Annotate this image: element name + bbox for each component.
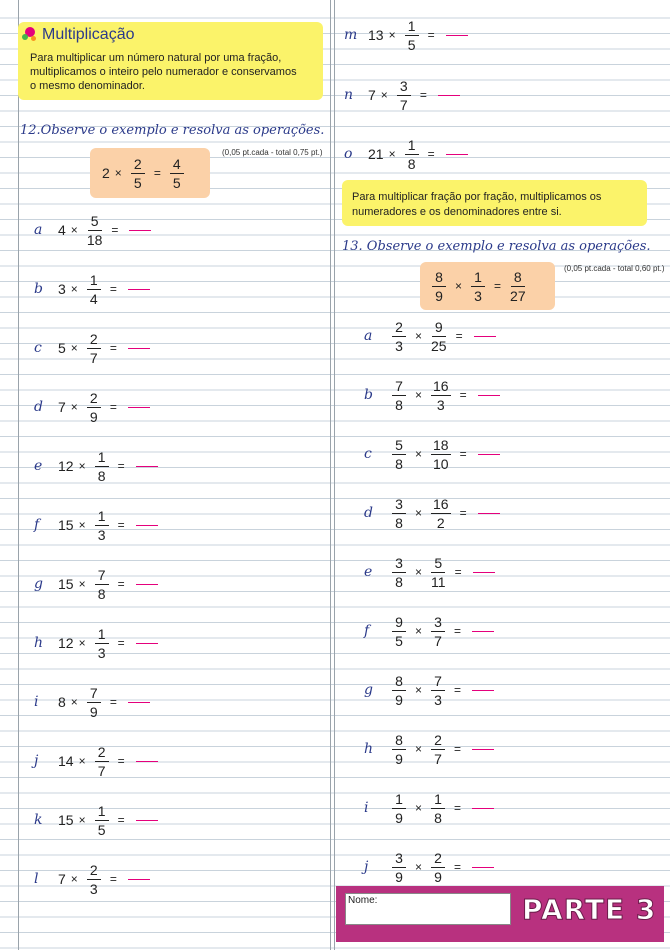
equals-sign: = xyxy=(153,166,161,180)
example-fraction-1 xyxy=(432,269,446,304)
denominator: 9 xyxy=(435,287,443,304)
numerator: 18 xyxy=(433,436,449,453)
answer-blank[interactable] xyxy=(136,466,158,467)
fraction-2 xyxy=(431,496,451,531)
denominator: 10 xyxy=(433,455,449,472)
answer-blank[interactable] xyxy=(128,702,150,703)
example-result xyxy=(510,269,526,304)
example-fraction-2 xyxy=(471,269,485,304)
equals-sign: = xyxy=(459,388,467,402)
denominator: 5 xyxy=(97,821,106,838)
whole-number: 21 xyxy=(368,146,384,162)
equals-sign: = xyxy=(117,577,125,591)
denominator: 5 xyxy=(407,36,416,53)
column-divider xyxy=(330,0,331,950)
times-sign: × xyxy=(415,683,423,697)
answer-blank[interactable] xyxy=(478,513,500,514)
times-sign: × xyxy=(380,88,388,102)
example-13 xyxy=(428,263,530,309)
equals-sign: = xyxy=(455,329,463,343)
times-sign: × xyxy=(78,754,86,768)
numerator: 3 xyxy=(392,496,406,514)
times-sign: × xyxy=(70,341,78,355)
answer-blank[interactable] xyxy=(128,289,150,290)
fraction xyxy=(397,78,411,113)
whole-number: 15 xyxy=(58,576,74,592)
denominator: 9 xyxy=(395,809,403,826)
answer-blank[interactable] xyxy=(472,749,494,750)
exercise-13-heading: 13. Observe o exemplo e resolva as operações. xyxy=(342,239,651,254)
answer-blank[interactable] xyxy=(136,820,158,821)
fraction xyxy=(87,862,101,897)
exercise-12-item xyxy=(344,131,468,177)
whole-number: 14 xyxy=(58,753,74,769)
equals-sign: = xyxy=(117,636,125,650)
section-title: Multiplicação xyxy=(42,26,135,43)
equals-sign: = xyxy=(117,459,125,473)
exercise-12-item xyxy=(34,679,150,725)
numerator: 2 xyxy=(87,331,101,349)
denominator: 8 xyxy=(395,455,403,472)
equals-sign: = xyxy=(427,147,435,161)
item-letter: i xyxy=(34,694,39,710)
fraction-1 xyxy=(392,319,406,354)
denominator: 8 xyxy=(395,514,403,531)
fraction-2 xyxy=(431,732,445,767)
rule-line-3: o mesmo denominador. xyxy=(30,80,145,92)
numerator: 16 xyxy=(433,495,449,512)
numerator: 1 xyxy=(431,791,445,809)
denominator: 11 xyxy=(431,573,446,590)
equals-sign: = xyxy=(454,565,462,579)
item-letter: b xyxy=(34,281,43,297)
fraction-2 xyxy=(431,555,446,590)
numerator: 2 xyxy=(87,390,101,408)
equals-sign: = xyxy=(109,282,117,296)
numerator: 4 xyxy=(170,156,184,174)
numerator: 2 xyxy=(431,850,445,868)
answer-blank[interactable] xyxy=(472,690,494,691)
times-sign: × xyxy=(78,577,86,591)
exercise-12-item xyxy=(34,856,150,902)
times-sign: × xyxy=(415,742,423,756)
times-sign: × xyxy=(415,388,423,402)
column-divider-2 xyxy=(334,0,335,950)
denominator: 3 xyxy=(434,691,442,708)
exercise-12-item xyxy=(34,443,158,489)
fraction xyxy=(87,213,103,248)
answer-blank[interactable] xyxy=(136,584,158,585)
whole-number: 12 xyxy=(58,458,74,474)
equals-sign: = xyxy=(109,341,117,355)
denominator: 27 xyxy=(510,287,526,304)
item-letter: n xyxy=(344,87,354,103)
equals-sign: = xyxy=(454,860,462,874)
fraction xyxy=(87,390,101,425)
numerator: 8 xyxy=(392,732,406,750)
equals-sign: = xyxy=(109,695,117,709)
item-letter: a xyxy=(364,328,373,344)
exercise-13-item xyxy=(364,490,500,536)
times-sign: × xyxy=(114,166,122,180)
answer-blank[interactable] xyxy=(129,230,151,231)
times-sign: × xyxy=(415,624,423,638)
exercise-12-item xyxy=(34,502,158,548)
answer-blank[interactable] xyxy=(136,525,158,526)
numerator: 2 xyxy=(95,744,109,762)
fraction xyxy=(95,626,109,661)
fraction-2 xyxy=(431,378,451,413)
numerator: 1 xyxy=(392,791,406,809)
fraction xyxy=(405,137,419,172)
exercise-13-item xyxy=(364,726,494,772)
equals-sign: = xyxy=(454,801,462,815)
example-result xyxy=(170,156,184,191)
item-letter: k xyxy=(34,812,43,828)
denominator: 8 xyxy=(434,809,442,826)
exercise-12-item xyxy=(34,738,158,784)
answer-blank[interactable] xyxy=(472,631,494,632)
item-letter: j xyxy=(364,859,369,875)
whole-number: 7 xyxy=(368,87,376,103)
equals-sign: = xyxy=(459,506,467,520)
denominator: 7 xyxy=(399,96,408,113)
numerator: 1 xyxy=(405,137,419,155)
numerator: 2 xyxy=(131,156,145,174)
item-letter: l xyxy=(34,871,39,887)
numerator: 2 xyxy=(431,732,445,750)
whole-number: 5 xyxy=(58,340,66,356)
equals-sign: = xyxy=(459,447,467,461)
numerator: 1 xyxy=(95,626,109,644)
whole-number: 13 xyxy=(368,27,384,43)
denominator: 3 xyxy=(97,644,106,661)
times-sign: × xyxy=(415,447,423,461)
answer-blank[interactable] xyxy=(474,336,496,337)
answer-blank[interactable] xyxy=(128,879,150,880)
times-sign: × xyxy=(70,400,78,414)
denominator: 5 xyxy=(133,174,142,191)
exercise-12-item xyxy=(344,12,468,58)
answer-blank[interactable] xyxy=(446,35,468,36)
numerator: 3 xyxy=(397,78,411,96)
times-sign: × xyxy=(415,860,423,874)
denominator: 7 xyxy=(89,349,98,366)
exercise-12-item xyxy=(34,797,158,843)
answer-blank[interactable] xyxy=(478,454,500,455)
numerator: 7 xyxy=(95,567,109,585)
fraction-2 xyxy=(431,319,447,354)
denominator: 7 xyxy=(434,632,442,649)
denominator: 3 xyxy=(436,396,445,413)
fraction-1 xyxy=(392,673,406,708)
fraction xyxy=(95,508,109,543)
denominator: 25 xyxy=(431,337,447,354)
item-letter: h xyxy=(364,741,374,757)
numerator: 3 xyxy=(431,614,445,632)
fraction-1 xyxy=(392,378,406,413)
whole-number: 3 xyxy=(58,281,66,297)
denominator: 7 xyxy=(434,750,442,767)
denominator: 8 xyxy=(97,467,106,484)
denominator: 9 xyxy=(89,408,98,425)
denominator: 5 xyxy=(172,174,181,191)
exercise-13-score: (0,05 pt.cada - total 0,60 pt.) xyxy=(564,264,665,273)
equals-sign: = xyxy=(454,683,462,697)
fraction-1 xyxy=(392,732,406,767)
fraction-2 xyxy=(431,850,445,885)
numerator: 3 xyxy=(392,555,406,573)
denominator: 3 xyxy=(89,880,98,897)
left-margin-line xyxy=(18,0,19,950)
exercise-13-item xyxy=(364,549,495,595)
denominator: 9 xyxy=(89,703,98,720)
denominator: 3 xyxy=(474,287,482,304)
rule-line-2: multiplicamos o inteiro pelo numerador e conservamos xyxy=(30,66,297,78)
denominator: 9 xyxy=(434,868,442,885)
numerator: 2 xyxy=(87,862,101,880)
item-letter: o xyxy=(344,146,353,162)
times-sign: × xyxy=(78,459,86,473)
numerator: 1 xyxy=(95,449,109,467)
fraction-1 xyxy=(392,791,406,826)
numerator: 7 xyxy=(431,673,445,691)
item-letter: d xyxy=(364,505,373,521)
answer-blank[interactable] xyxy=(136,643,158,644)
example-fraction xyxy=(131,156,145,191)
numerator: 7 xyxy=(392,378,406,396)
item-letter: c xyxy=(364,446,372,462)
times-sign: × xyxy=(70,695,78,709)
answer-blank[interactable] xyxy=(478,395,500,396)
rule2-line-1: Para multiplicar fração por fração, multiplicamos os xyxy=(352,191,602,203)
exercise-13-item xyxy=(364,608,494,654)
numerator: 8 xyxy=(432,269,446,287)
exercise-12-item xyxy=(34,207,151,253)
item-letter: f xyxy=(364,623,370,639)
equals-sign: = xyxy=(109,400,117,414)
times-sign: × xyxy=(388,147,396,161)
numerator: 8 xyxy=(392,673,406,691)
denominator: 9 xyxy=(395,868,403,885)
item-letter: e xyxy=(364,564,373,580)
whole-number: 7 xyxy=(58,871,66,887)
exercise-13-item xyxy=(364,667,494,713)
item-letter: i xyxy=(364,800,369,816)
fraction xyxy=(95,449,109,484)
times-sign: × xyxy=(78,636,86,650)
times-sign: × xyxy=(415,329,423,343)
times-sign: × xyxy=(70,223,78,237)
exercise-12-item xyxy=(34,620,158,666)
exercise-12-score: (0,05 pt.cada - total 0,75 pt.) xyxy=(222,148,323,157)
exercise-13-item xyxy=(364,313,496,359)
numerator: 1 xyxy=(87,272,101,290)
numerator: 5 xyxy=(431,555,445,573)
whole-number: 15 xyxy=(58,517,74,533)
fraction xyxy=(405,18,419,53)
whole-number: 15 xyxy=(58,812,74,828)
item-letter: b xyxy=(364,387,373,403)
item-letter: h xyxy=(34,635,44,651)
equals-sign: = xyxy=(109,872,117,886)
exercise-12-item xyxy=(34,325,150,371)
answer-blank[interactable] xyxy=(438,95,460,96)
denominator: 5 xyxy=(395,632,403,649)
times-sign: × xyxy=(78,813,86,827)
numerator: 16 xyxy=(433,377,449,394)
fraction xyxy=(95,803,109,838)
item-letter: e xyxy=(34,458,43,474)
item-letter: g xyxy=(34,576,43,592)
equals-sign: = xyxy=(419,88,427,102)
denominator: 8 xyxy=(407,155,416,172)
denominator: 9 xyxy=(395,691,403,708)
numerator: 9 xyxy=(392,614,406,632)
equals-sign: = xyxy=(117,813,125,827)
rule2-line-2: numeradores e os denominadores entre si. xyxy=(352,206,562,218)
exercise-13-item xyxy=(364,785,494,831)
denominator: 8 xyxy=(395,396,403,413)
times-sign: × xyxy=(70,282,78,296)
answer-blank[interactable] xyxy=(128,348,150,349)
flower-leaf-icon xyxy=(22,34,28,40)
equals-sign: = xyxy=(111,223,119,237)
exercise-12-item xyxy=(34,384,150,430)
times-sign: × xyxy=(70,872,78,886)
times-sign: × xyxy=(415,801,423,815)
item-letter: m xyxy=(344,27,358,43)
fraction xyxy=(87,272,101,307)
numerator: 8 xyxy=(511,269,525,287)
fraction-1 xyxy=(392,496,406,531)
exercise-13-item xyxy=(364,372,500,418)
numerator: 7 xyxy=(87,685,101,703)
fraction-2 xyxy=(431,614,445,649)
item-letter: g xyxy=(364,682,373,698)
denominator: 4 xyxy=(89,290,98,307)
equals-sign: = xyxy=(454,742,462,756)
exercise-13-item xyxy=(364,431,500,477)
numerator: 1 xyxy=(95,803,109,821)
example-12 xyxy=(102,150,188,196)
answer-blank[interactable] xyxy=(472,808,494,809)
whole-number: 7 xyxy=(58,399,66,415)
times-sign: × xyxy=(415,565,423,579)
item-letter: a xyxy=(34,222,43,238)
item-letter: j xyxy=(34,753,39,769)
fraction xyxy=(95,567,109,602)
fraction-1 xyxy=(392,614,406,649)
numerator: 1 xyxy=(95,508,109,526)
answer-blank[interactable] xyxy=(136,761,158,762)
numerator: 5 xyxy=(392,437,406,455)
numerator: 1 xyxy=(471,269,485,287)
answer-blank[interactable] xyxy=(128,407,150,408)
answer-blank[interactable] xyxy=(446,154,468,155)
times-sign: × xyxy=(415,506,423,520)
equals-sign: = xyxy=(117,518,125,532)
denominator: 18 xyxy=(86,231,103,248)
times-sign: × xyxy=(388,28,396,42)
equals-sign: = xyxy=(454,624,462,638)
fraction-1 xyxy=(392,437,406,472)
fraction-2 xyxy=(431,673,445,708)
exercise-13-item xyxy=(364,844,494,890)
name-label: Nome: xyxy=(348,895,378,906)
item-letter: f xyxy=(34,517,40,533)
numerator: 9 xyxy=(432,319,446,337)
exercise-12-heading: 12.Observe o exemplo e resolva as operações. xyxy=(20,123,325,138)
denominator: 3 xyxy=(395,337,403,354)
fraction-1 xyxy=(392,555,406,590)
answer-blank[interactable] xyxy=(472,867,494,868)
times-sign: × xyxy=(455,279,463,293)
denominator: 2 xyxy=(436,514,445,531)
denominator: 8 xyxy=(97,585,106,602)
fraction xyxy=(87,685,101,720)
numerator: 5 xyxy=(88,213,102,231)
rule-line-1: Para multiplicar um número natural por uma fração, xyxy=(30,52,282,64)
fraction-1 xyxy=(392,850,406,885)
fraction-2 xyxy=(431,791,445,826)
equals-sign: = xyxy=(427,28,435,42)
fraction xyxy=(95,744,109,779)
equals-sign: = xyxy=(117,754,125,768)
fraction-2 xyxy=(431,437,451,472)
equals-sign: = xyxy=(494,279,502,293)
numerator: 3 xyxy=(392,850,406,868)
denominator: 3 xyxy=(97,526,106,543)
whole-number: 4 xyxy=(58,222,66,238)
answer-blank[interactable] xyxy=(473,572,495,573)
numerator: 2 xyxy=(392,319,406,337)
exercise-12-item xyxy=(34,266,150,312)
whole-number: 12 xyxy=(58,635,74,651)
item-letter: c xyxy=(34,340,42,356)
denominator: 9 xyxy=(395,750,403,767)
exercise-12-item xyxy=(344,72,460,118)
whole-number: 8 xyxy=(58,694,66,710)
part-label: PARTE 3 xyxy=(522,893,657,926)
exercise-12-item xyxy=(34,561,158,607)
numerator: 1 xyxy=(405,18,419,36)
denominator: 8 xyxy=(395,573,403,590)
times-sign: × xyxy=(78,518,86,532)
fraction xyxy=(87,331,101,366)
denominator: 7 xyxy=(97,762,106,779)
flower-bud-icon xyxy=(31,36,36,41)
example-whole: 2 xyxy=(102,165,110,181)
item-letter: d xyxy=(34,399,43,415)
